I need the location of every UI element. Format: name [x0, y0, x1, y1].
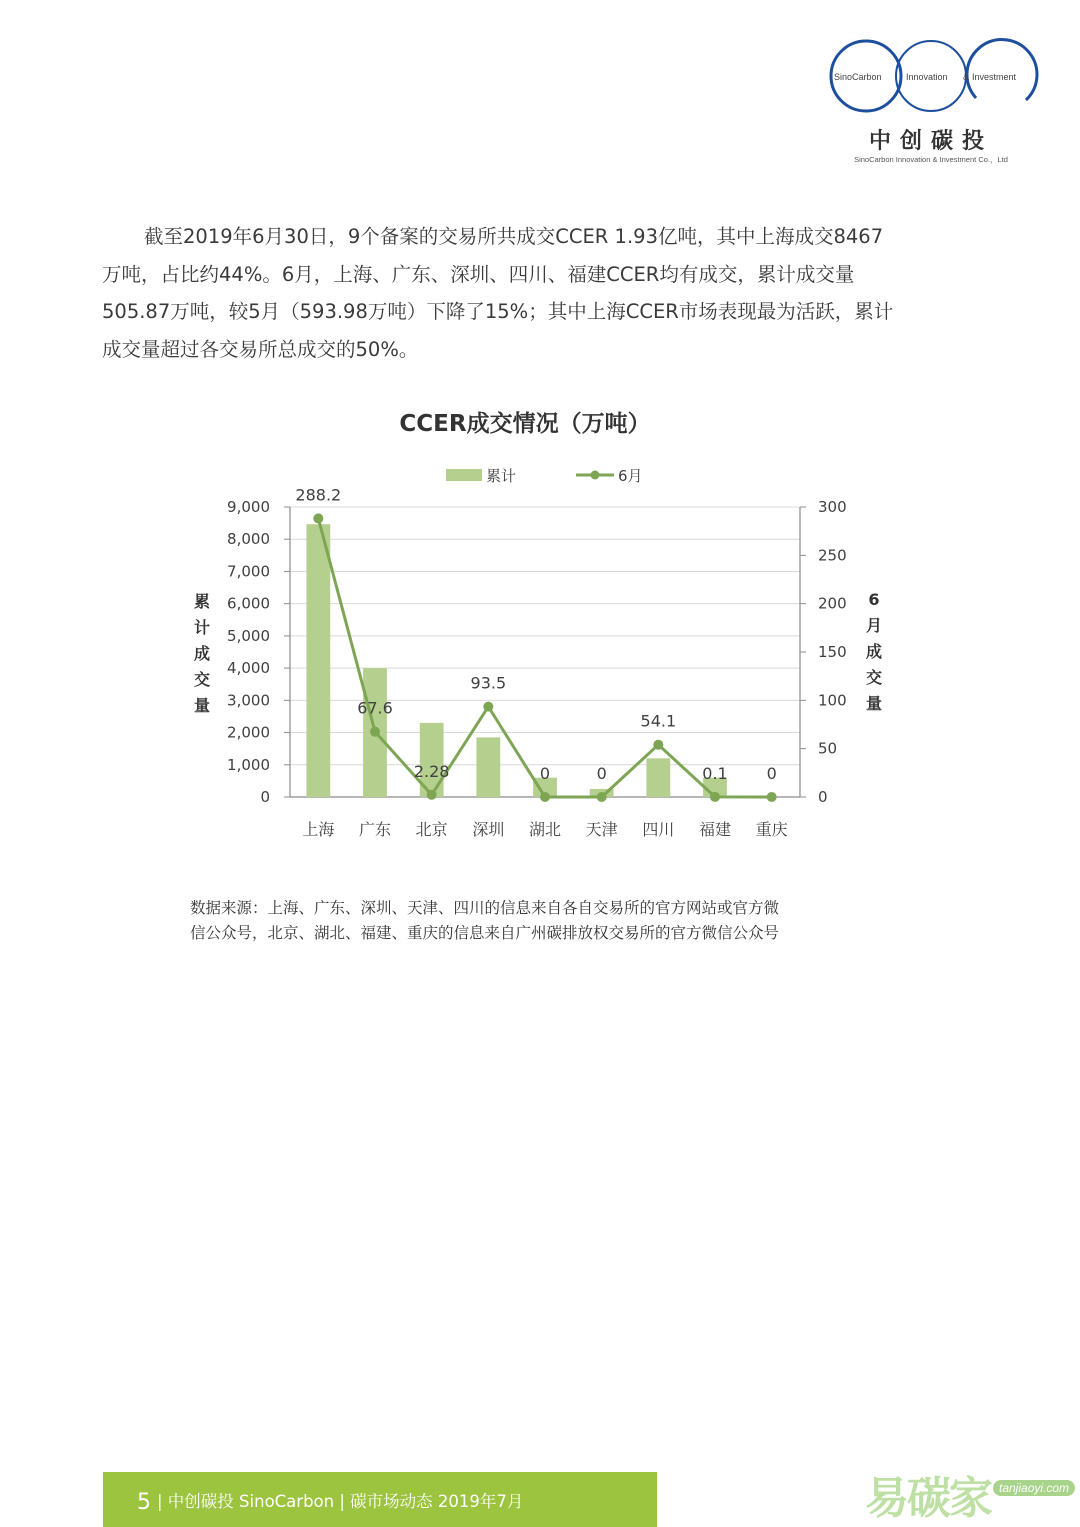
y-tick-label: 1,000: [227, 755, 270, 774]
line-point: [540, 792, 550, 802]
footer-bar: [103, 1472, 657, 1527]
y2-tick-label: 250: [818, 546, 847, 565]
paragraph-line: 截至2019年6月30日，9个备案的交易所共成交CCER 1.93亿吨，其中上海成交8467: [144, 225, 884, 248]
y-axis-label-char: 量: [193, 696, 211, 715]
logo-rings: [826, 36, 1046, 126]
y-tick-label: 8,000: [227, 530, 270, 549]
y2-tick-label: 50: [818, 739, 838, 758]
legend-label-bar: 累计: [486, 467, 517, 485]
y-axis-label-char: 累: [193, 592, 211, 611]
x-tick-label: 上海: [302, 820, 335, 839]
legend-swatch-bar: [446, 469, 482, 481]
y-tick-label: 5,000: [227, 626, 270, 645]
logo-ring-right-text: Investment: [972, 72, 1017, 82]
watermark-cn: 易碳家: [865, 1473, 991, 1524]
data-label: 0: [766, 764, 777, 783]
y-axis-label-char: 成: [193, 644, 211, 663]
line-point: [313, 513, 323, 523]
line-point: [370, 727, 380, 737]
bar-上海: [306, 524, 330, 797]
data-label: 93.5: [470, 673, 507, 693]
data-label: 0.1: [702, 763, 728, 783]
y-tick-label: 3,000: [227, 691, 270, 710]
x-tick-label: 福建: [698, 820, 732, 839]
source-note-line: 信公众号，北京、湖北、福建、重庆的信息来自广州碳排放权交易所的官方微信公众号: [190, 924, 780, 942]
y-tick-label: 6,000: [227, 594, 270, 613]
y-tick-label: 4,000: [227, 659, 270, 678]
data-label: 2.28: [413, 761, 450, 781]
logo-name-cn: 中创碳投: [868, 129, 993, 154]
source-note: [190, 896, 910, 946]
line-point: [710, 792, 720, 802]
y2-axis-label-char: 交: [865, 668, 883, 687]
y2-tick-label: 0: [818, 788, 828, 806]
company-logo: [826, 36, 1046, 166]
ccer-chart: [180, 395, 900, 855]
line-point: [483, 702, 493, 712]
y2-tick-label: 100: [818, 691, 847, 710]
line-point: [597, 792, 607, 802]
y2-axis-label-char: 成: [865, 642, 883, 661]
y2-tick-label: 300: [818, 498, 847, 516]
watermark-en: tanjiaoyi.com: [993, 1480, 1075, 1496]
y-tick-label: 2,000: [227, 723, 270, 742]
data-label: 54.1: [640, 711, 677, 731]
x-tick-label: 四川: [642, 820, 675, 839]
chart-title: CCER成交情况（万吨）: [399, 411, 651, 437]
y-tick-label: 0: [260, 788, 270, 806]
logo-ring-mid-text: Innovation: [906, 72, 948, 82]
paragraph-line: 505.87万吨，较5月（593.98万吨）下降了15%；其中上海CCER市场表现最为活跃，累计: [102, 300, 894, 323]
x-tick-label: 北京: [415, 820, 448, 839]
chart-svg: [180, 395, 900, 855]
bar-深圳: [476, 737, 500, 797]
y-tick-label: 7,000: [227, 562, 270, 581]
paragraph-line: 万吨，占比约44%。6月，上海、广东、深圳、四川、福建CCER均有成交，累计成交量: [102, 262, 855, 286]
y2-tick-label: 200: [818, 594, 847, 613]
footer-label: | 中创碳投 SinoCarbon | 碳市场动态 2019年7月: [157, 1492, 524, 1511]
x-tick-label: 湖北: [528, 820, 562, 839]
paragraph-line: 成交量超过各交易所总成交的50%。: [102, 337, 419, 361]
legend-label-line: 6月: [618, 467, 643, 485]
y2-axis-label-char: 量: [865, 694, 883, 713]
x-tick-label: 天津: [585, 820, 618, 839]
page-number: 5: [137, 1490, 151, 1515]
y-tick-label: 9,000: [227, 498, 270, 516]
y-axis-label-char: 计: [193, 618, 211, 637]
line-point: [427, 790, 437, 800]
footer-text: [137, 1488, 523, 1513]
line-point: [653, 740, 663, 750]
y-axis-label-char: 交: [193, 670, 211, 689]
y2-tick-label: 150: [818, 643, 847, 661]
line-point: [767, 792, 777, 802]
y2-axis-label-char: 6: [868, 590, 880, 609]
logo-ring-left-text: SinoCarbon: [834, 72, 882, 82]
x-tick-label: 重庆: [755, 820, 788, 839]
source-note-line: 数据来源：上海、广东、深圳、天津、四川的信息来自各自交易所的官方网站或官方微: [190, 899, 780, 917]
logo-ring-amp-text: &: [963, 72, 970, 82]
x-tick-label: 广东: [358, 820, 392, 839]
data-label: 67.6: [357, 698, 393, 718]
legend-marker-line: [591, 471, 600, 480]
watermark: [865, 1462, 1070, 1524]
bar-四川: [646, 758, 670, 797]
x-tick-label: 深圳: [472, 820, 505, 839]
data-label: 0: [539, 764, 551, 783]
data-label: 0: [596, 764, 607, 783]
data-label: 288.2: [295, 485, 342, 505]
y2-axis-label-char: 月: [865, 616, 883, 635]
logo-name-en: SinoCarbon Innovation & Investment Co.，Ltd: [854, 155, 1008, 164]
body-paragraph: [102, 218, 964, 368]
